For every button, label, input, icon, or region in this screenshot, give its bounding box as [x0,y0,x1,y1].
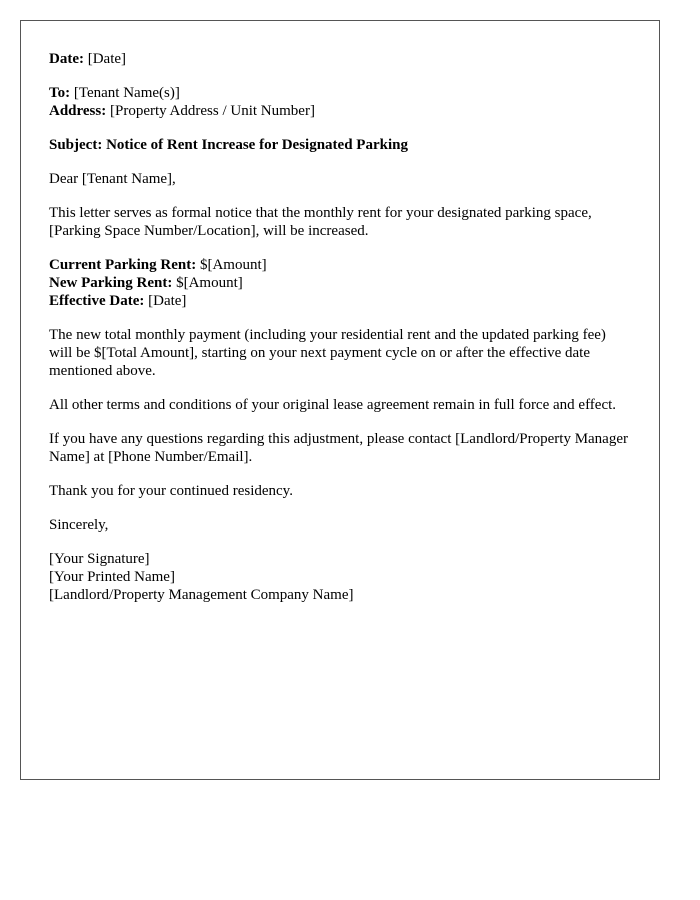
current-rent-value: $[Amount] [199,257,267,273]
address-value: [Property Address / Unit Number] [109,103,315,119]
thanks-paragraph: Thank you for your continued residency. [49,483,293,499]
current-rent-line [49,256,631,274]
printed-name-line: [Your Printed Name] [49,569,175,585]
current-rent-label: Current Parking Rent: [49,257,197,273]
letter-header-date [49,50,631,68]
address-label: Address: [49,103,107,119]
salutation: Dear [Tenant Name], [49,171,176,187]
to-line [49,84,631,102]
to-label: To: [49,85,71,101]
signature-block [49,550,631,604]
company-name-line: [Landlord/Property Management Company Name] [49,587,354,603]
to-value: [Tenant Name(s)] [73,85,180,101]
new-rent-line [49,274,631,292]
address-line [49,102,631,120]
effective-date-value: [Date] [148,293,187,309]
contact-paragraph: If you have any questions regarding this adjustment, please contact [Landlord/Property Manager Name] at [Phone Number/Email]. [49,431,628,465]
date-label: Date: [49,51,84,67]
new-rent-value: $[Amount] [176,275,243,291]
closing: Sincerely, [49,517,109,533]
letter-page [20,20,660,780]
new-rent-label: New Parking Rent: [49,275,173,291]
date-value: [Date] [87,51,127,67]
effective-date-line [49,292,631,310]
date-line [49,50,631,68]
effective-date-label: Effective Date: [49,293,145,309]
recipient-block [49,84,631,120]
terms-paragraph: All other terms and conditions of your original lease agreement remain in full force and effect. [49,397,617,413]
subject-line: Subject: Notice of Rent Increase for Designated Parking [49,137,408,153]
total-payment-paragraph: The new total monthly payment (including your residential rent and the updated parking fee) will be $[Total Amount], starting on your next payment cycle on or after the effective date mentioned above. [49,327,606,379]
rent-details [49,256,631,310]
signature-line: [Your Signature] [49,551,150,567]
intro-paragraph: This letter serves as formal notice that the monthly rent for your designated parking space, [Parking Space Number/Location], will be increased. [49,205,592,239]
